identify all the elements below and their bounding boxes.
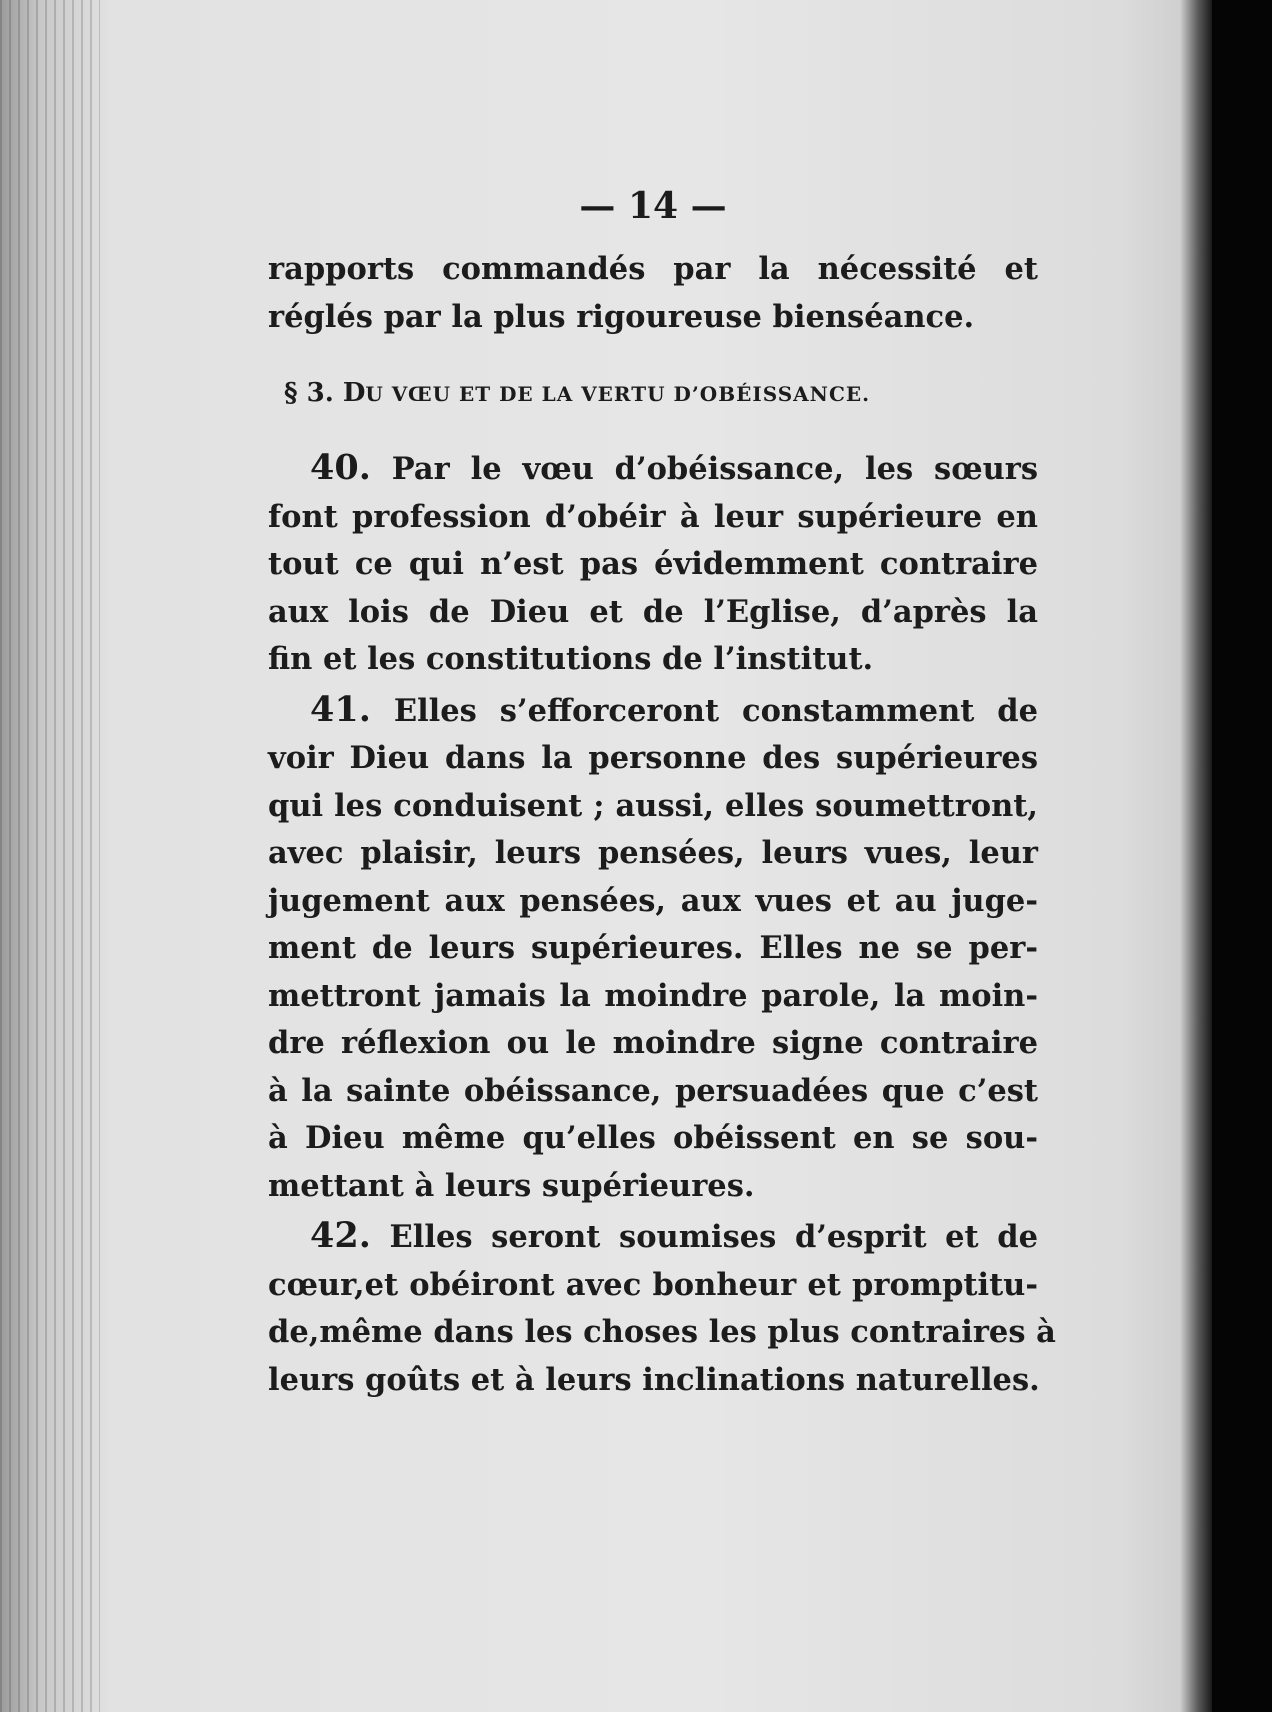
text-line: de,même dans les choses les plus contraires à: [268, 1314, 1056, 1350]
text-line: rapports commandés par la nécessité et: [268, 251, 1038, 287]
text-line: font profession d’obéir à leur supérieure en: [268, 498, 1038, 535]
text-line: ment de leurs supérieures. Elles ne se per-: [268, 930, 1038, 966]
text-line: aux lois de Dieu et de l’Eglise, d’après la: [268, 593, 1038, 630]
intro-paragraph: [268, 246, 1038, 341]
section-heading: [284, 373, 1038, 414]
article-first-line: [268, 686, 1038, 736]
text-line: mettront jamais la moindre parole, la moin-: [268, 977, 1038, 1014]
page-text-block: [268, 180, 1056, 1404]
text-line: qui les conduisent ; aussi, elles soumettront,: [268, 787, 1038, 824]
text-line: mettant à leurs supérieures.: [268, 1167, 755, 1204]
article-number: 42.: [310, 1215, 371, 1256]
text-line: tout ce qui n’est pas évidemment contraire: [268, 546, 1038, 582]
binding-gutter-shadow: [1180, 0, 1212, 1712]
article-40: [268, 444, 1038, 684]
text-line: cœur,et obéiront avec bonheur et promptitu-: [268, 1266, 1038, 1303]
section-mark: § 3.: [284, 378, 334, 408]
article-first-line-text: Elles s’efforceront constamment de: [393, 692, 1038, 729]
text-line: à Dieu même qu’elles obéissent en se sou-: [268, 1120, 1038, 1156]
scan-border-dark: [1212, 0, 1272, 1712]
text-line: avec plaisir, leurs pensées, leurs vues, leur: [268, 835, 1038, 871]
text-line: à la sainte obéissance, persuadées que c’est: [268, 1072, 1038, 1109]
article-42: [268, 1212, 1056, 1404]
text-line: réglés par la plus rigoureuse bienséance.: [268, 298, 975, 335]
article-first-line: [268, 1212, 1038, 1262]
article-number: 41.: [310, 688, 371, 730]
section-heading-initial: D: [342, 378, 366, 408]
article-first-line-text: Par le vœu d’obéissance, les sœurs: [391, 451, 1038, 487]
article-first-line: [268, 444, 1038, 494]
text-line: jugement aux pensées, aux vues et au juge-: [268, 882, 1038, 919]
stacked-page-edges: [0, 0, 100, 1712]
text-line: leurs goûts et à leurs inclinations naturelles.: [268, 1361, 1040, 1398]
text-line: voir Dieu dans la personne des supérieures: [268, 740, 1038, 776]
article-41: [268, 686, 1038, 1211]
text-line: fin et les constitutions de l’institut.: [268, 641, 874, 677]
text-line: dre réflexion ou le moindre signe contraire: [268, 1025, 1038, 1061]
section-heading-title: U VŒU ET DE LA VERTU D’OBÉISSANCE.: [365, 382, 871, 406]
article-number: 40.: [310, 447, 371, 488]
article-first-line-text: Elles seront soumises d’esprit et de: [389, 1219, 1038, 1255]
page-number: — 14 —: [579, 185, 727, 227]
